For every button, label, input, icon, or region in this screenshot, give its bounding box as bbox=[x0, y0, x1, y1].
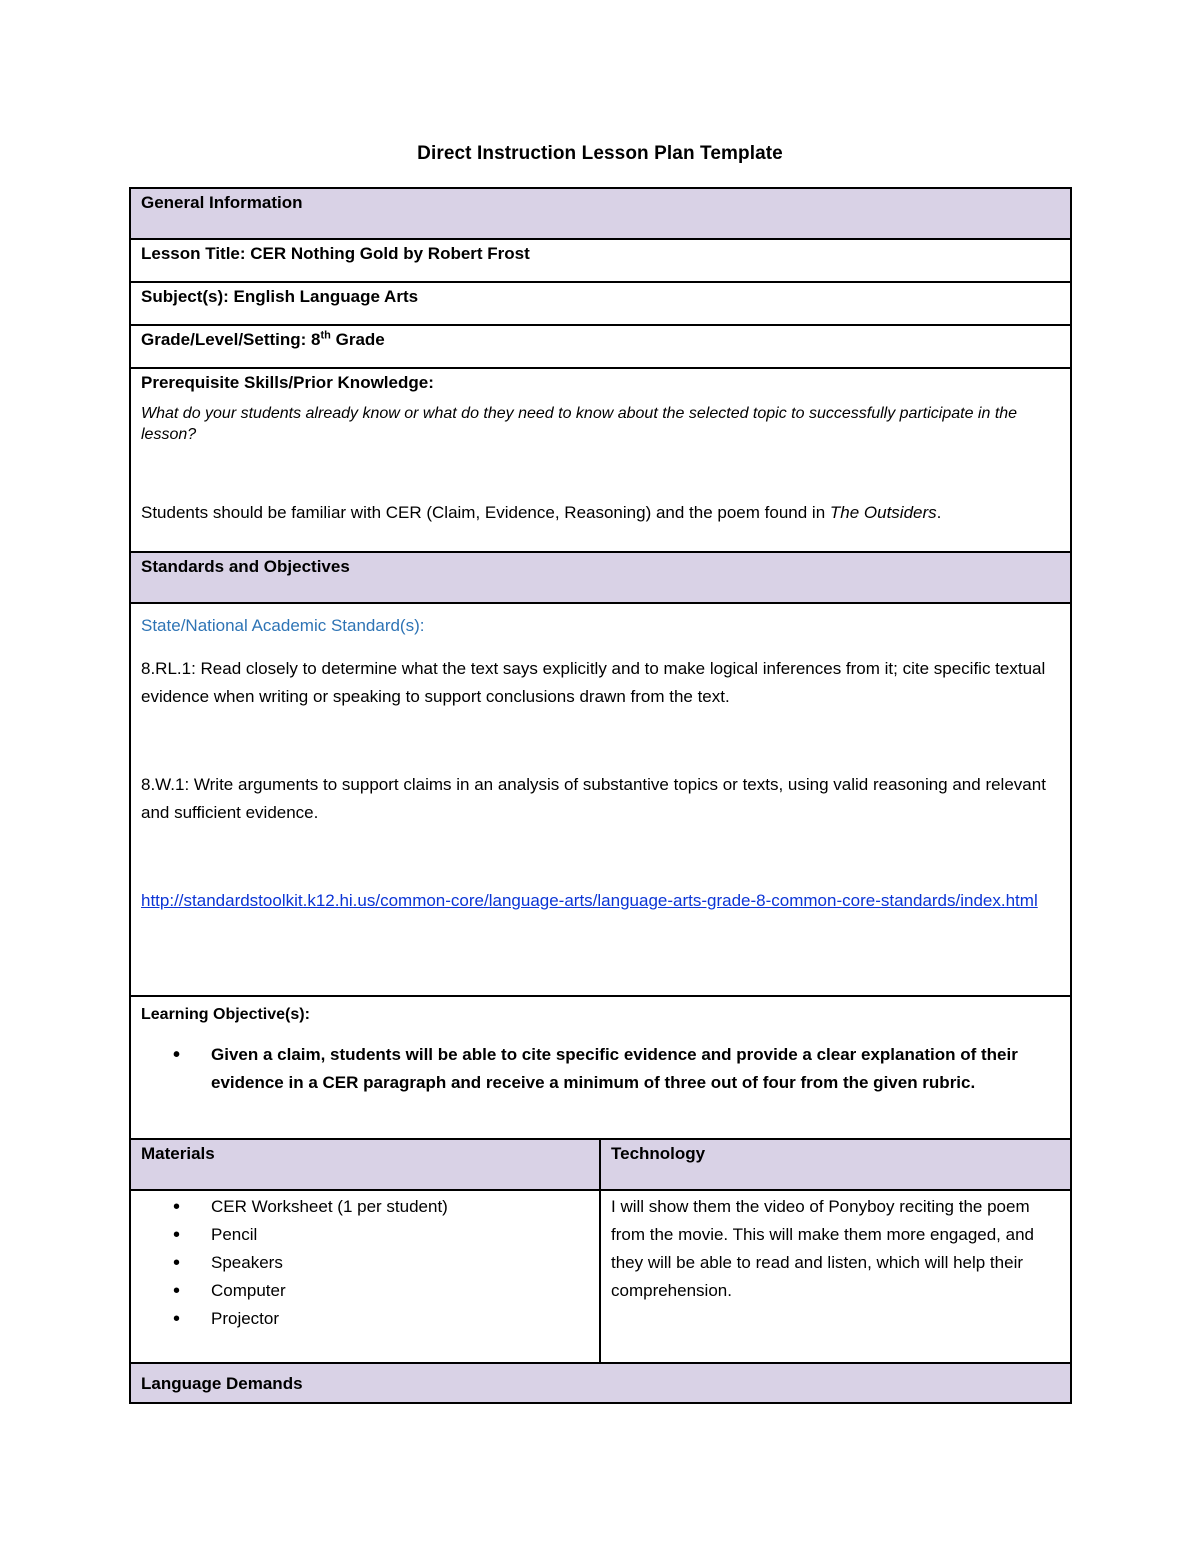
list-item: • Projector bbox=[211, 1305, 589, 1333]
technology-cell bbox=[600, 1190, 1071, 1363]
standards-label: State/National Academic Standard(s): bbox=[141, 616, 425, 635]
prerequisite-skills-cell bbox=[130, 368, 1071, 552]
standard-8-w-1: 8.W.1: Write arguments to support claims in an analysis of substantive topics or texts, using valid reasoning and relevant and sufficient evidence. bbox=[141, 775, 1046, 822]
document-title: Direct Instruction Lesson Plan Template bbox=[417, 143, 783, 164]
language-demands-heading: Language Demands bbox=[130, 1363, 1071, 1403]
learning-objectives-list bbox=[141, 1041, 1060, 1097]
learning-objectives-cell bbox=[130, 996, 1071, 1139]
list-item: • Given a claim, students will be able to cite specific evidence and provide a clear explanation of their evidence in a CER paragraph and receive a minimum of three out of four from the given rubric. bbox=[211, 1041, 1060, 1097]
book-title: The Outsiders bbox=[829, 503, 937, 522]
technology-heading: Technology bbox=[600, 1139, 1071, 1190]
grade-level-field bbox=[130, 325, 1071, 368]
standards-toolkit-link[interactable]: http://standardstoolkit.k12.hi.us/common-core/language-arts/language-arts-grade-8-common-core-standards/index.html bbox=[141, 891, 1038, 910]
prerequisite-prompt: What do your students already know or what do they need to know about the selected topic to successfully participate in the lesson? bbox=[141, 405, 1018, 443]
subjects-field: Subject(s): English Language Arts bbox=[130, 282, 1071, 325]
general-information-heading: General Information bbox=[130, 188, 1071, 239]
grade-suffix: Grade bbox=[330, 330, 385, 349]
materials-cell bbox=[130, 1190, 600, 1363]
prerequisite-answer-text: Students should be familiar with CER (Claim, Evidence, Reasoning) and the poem found in bbox=[141, 503, 830, 522]
prerequisite-label: Prerequisite Skills/Prior Knowledge: bbox=[141, 373, 434, 392]
list-item: • Computer bbox=[211, 1277, 589, 1305]
grade-label: Grade/Level/Setting: 8 bbox=[141, 330, 321, 349]
standard-8-rl-1: 8.RL.1: Read closely to determine what the text says explicitly and to make logical inferences from it; cite specific textual evidence when writing or speaking to support conclusions drawn from the text. bbox=[141, 659, 1046, 706]
list-item: • CER Worksheet (1 per student) bbox=[211, 1193, 589, 1221]
lesson-title-field: Lesson Title: CER Nothing Gold by Robert Frost bbox=[130, 239, 1071, 282]
materials-heading: Materials bbox=[130, 1139, 600, 1190]
standards-objectives-heading: Standards and Objectives bbox=[130, 552, 1071, 603]
prerequisite-answer-end: . bbox=[936, 503, 942, 522]
standards-cell bbox=[130, 603, 1071, 996]
grade-superscript: th bbox=[320, 329, 331, 342]
lesson-plan-table bbox=[129, 187, 1072, 1404]
materials-list bbox=[141, 1193, 589, 1333]
list-item: • Speakers bbox=[211, 1249, 589, 1277]
list-item: • Pencil bbox=[211, 1221, 589, 1249]
prerequisite-answer bbox=[141, 499, 1060, 527]
learning-objectives-label: Learning Objective(s): bbox=[141, 1006, 310, 1023]
standards-link-paragraph bbox=[141, 887, 1060, 915]
technology-text: I will show them the video of Ponyboy reciting the poem from the movie. This will make them more engaged, and they will be able to read and listen, which will help their comprehension. bbox=[611, 1197, 1034, 1300]
